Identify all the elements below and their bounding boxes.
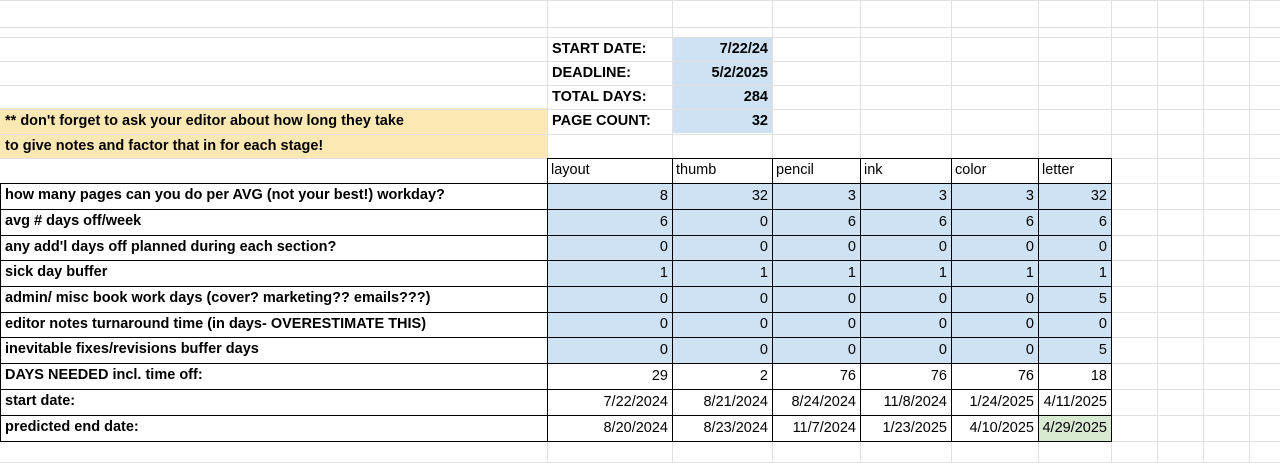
input-cell-thumb[interactable]: 0 [759,214,768,230]
cell-border [1111,158,1112,441]
start-date-cell-letter[interactable]: 4/11/2025 [1043,394,1107,410]
total-days-value[interactable]: 284 [743,89,768,105]
input-cell-color[interactable]: 0 [1025,291,1034,307]
start-date-cell-thumb[interactable]: 8/21/2024 [703,394,768,410]
days-needed-label: DAYS NEEDED incl. time off: [5,367,203,383]
row-label: admin/ misc book work days (cover? marketing?? emails???) [5,290,431,306]
days-needed-cell-thumb[interactable]: 2 [759,368,768,384]
total-days-label: TOTAL DAYS: [552,89,647,105]
input-cell-layout[interactable]: 0 [659,342,668,358]
input-cell-thumb[interactable]: 0 [759,342,768,358]
cell-border [0,235,1112,236]
input-cell-layout[interactable]: 8 [659,188,668,204]
input-cell-pencil[interactable]: 0 [847,291,856,307]
input-cell-letter[interactable]: 5 [1098,342,1107,358]
end-date-row-label: predicted end date: [5,419,139,435]
start-date-row-label: start date: [5,393,76,409]
stage-header-letter[interactable]: letter [1042,162,1075,178]
input-cell-layout[interactable]: 0 [659,316,668,332]
cell-border [0,389,1112,390]
stage-header-layout[interactable]: layout [551,162,590,178]
cell-border [772,158,773,441]
stage-header-ink[interactable]: ink [864,162,883,178]
end-date-cell-ink[interactable]: 1/23/2025 [882,420,947,436]
editor-note-line-2[interactable]: to give notes and factor that in for each stage! [5,138,324,154]
row-label: how many pages can you do per AVG (not your best!) workday? [5,187,445,203]
input-cell-layout[interactable]: 6 [659,214,668,230]
cell-border [0,441,1112,442]
cell-border [0,363,1112,364]
cell-border [0,415,1112,416]
gridline-horizontal [0,0,1280,1]
start-date-label: START DATE: [552,41,647,57]
input-cell-ink[interactable]: 6 [938,214,947,230]
days-needed-cell-color[interactable]: 76 [1017,368,1034,384]
cell-border [860,158,861,441]
input-cell-pencil[interactable]: 3 [847,188,856,204]
row-label: avg # days off/week [5,213,142,229]
input-cell-letter[interactable]: 32 [1090,188,1107,204]
input-cell-pencil[interactable]: 6 [847,214,856,230]
input-cell-color[interactable]: 3 [1025,188,1034,204]
deadline-label: DEADLINE: [552,65,631,81]
input-cell-color[interactable]: 0 [1025,239,1034,255]
page-count-value[interactable]: 32 [751,113,768,129]
input-cell-thumb[interactable]: 1 [759,265,768,281]
cell-border [0,312,1112,313]
days-needed-cell-letter[interactable]: 18 [1090,368,1107,384]
input-cell-pencil[interactable]: 1 [847,265,856,281]
deadline-value[interactable]: 5/2/2025 [711,65,768,81]
cell-border [547,158,1112,159]
end-date-cell-color[interactable]: 4/10/2025 [969,420,1034,436]
input-cell-thumb[interactable]: 0 [759,316,768,332]
stage-header-pencil[interactable]: pencil [776,162,814,178]
stage-header-color[interactable]: color [955,162,987,178]
input-cell-layout[interactable]: 1 [659,265,668,281]
input-cell-color[interactable]: 1 [1025,265,1034,281]
days-needed-cell-ink[interactable]: 76 [930,368,947,384]
input-cell-thumb[interactable]: 0 [759,291,768,307]
days-needed-cell-pencil[interactable]: 76 [839,368,856,384]
gridline-vertical [1249,0,1250,462]
input-cell-ink[interactable]: 0 [938,342,947,358]
cell-border [672,158,673,441]
end-date-cell-layout[interactable]: 8/20/2024 [603,420,668,436]
input-cell-ink[interactable]: 0 [938,316,947,332]
cell-border [1038,158,1039,441]
start-date-cell-pencil[interactable]: 8/24/2024 [791,394,856,410]
input-cell-thumb[interactable]: 0 [759,239,768,255]
cell-border [0,286,1112,287]
row-label: editor notes turnaround time (in days- OVERESTIMATE THIS) [5,316,427,332]
cell-border [0,183,1112,184]
end-date-cell-thumb[interactable]: 8/23/2024 [703,420,768,436]
input-cell-ink[interactable]: 3 [938,188,947,204]
page-count-label: PAGE COUNT: [552,113,651,129]
days-needed-cell-layout[interactable]: 29 [651,368,668,384]
input-cell-color[interactable]: 6 [1025,214,1034,230]
input-cell-ink[interactable]: 0 [938,291,947,307]
stage-header-thumb[interactable]: thumb [676,162,717,178]
row-label: sick day buffer [5,264,108,280]
row-label: any add'l days off planned during each section? [5,239,337,255]
input-cell-ink[interactable]: 1 [938,265,947,281]
input-cell-letter[interactable]: 5 [1098,291,1107,307]
input-cell-pencil[interactable]: 0 [847,342,856,358]
gridline-horizontal [0,27,1280,28]
gridline-vertical [1203,0,1204,462]
cell-border [951,158,952,441]
input-cell-color[interactable]: 0 [1025,316,1034,332]
input-cell-pencil[interactable]: 0 [847,316,856,332]
end-date-cell-pencil[interactable]: 11/7/2024 [792,420,856,436]
cell-border [0,337,1112,338]
start-date-value[interactable]: 7/22/24 [719,41,768,57]
input-cell-layout[interactable]: 0 [659,291,668,307]
cell-border [547,158,548,441]
input-cell-letter[interactable]: 0 [1098,316,1107,332]
input-cell-layout[interactable]: 0 [659,239,668,255]
start-date-cell-color[interactable]: 1/24/2025 [969,394,1034,410]
input-cell-letter[interactable]: 1 [1098,265,1107,281]
editor-note-line-1[interactable]: ** don't forget to ask your editor about how long they take [5,113,404,129]
row-label: inevitable fixes/revisions buffer days [5,341,259,357]
start-date-cell-layout[interactable]: 7/22/2024 [603,394,668,410]
cell-border [0,260,1112,261]
input-cell-thumb[interactable]: 32 [751,188,768,204]
input-cell-ink[interactable]: 0 [938,239,947,255]
end-date-cell-letter[interactable]: 4/29/2025 [1038,415,1111,441]
start-date-cell-ink[interactable]: 11/8/2024 [883,394,947,410]
gridline-vertical [1157,0,1158,462]
input-cell-letter[interactable]: 6 [1098,214,1107,230]
cell-border [0,209,1112,210]
input-cell-pencil[interactable]: 0 [847,239,856,255]
input-cell-color[interactable]: 0 [1025,342,1034,358]
input-cell-letter[interactable]: 0 [1098,239,1107,255]
